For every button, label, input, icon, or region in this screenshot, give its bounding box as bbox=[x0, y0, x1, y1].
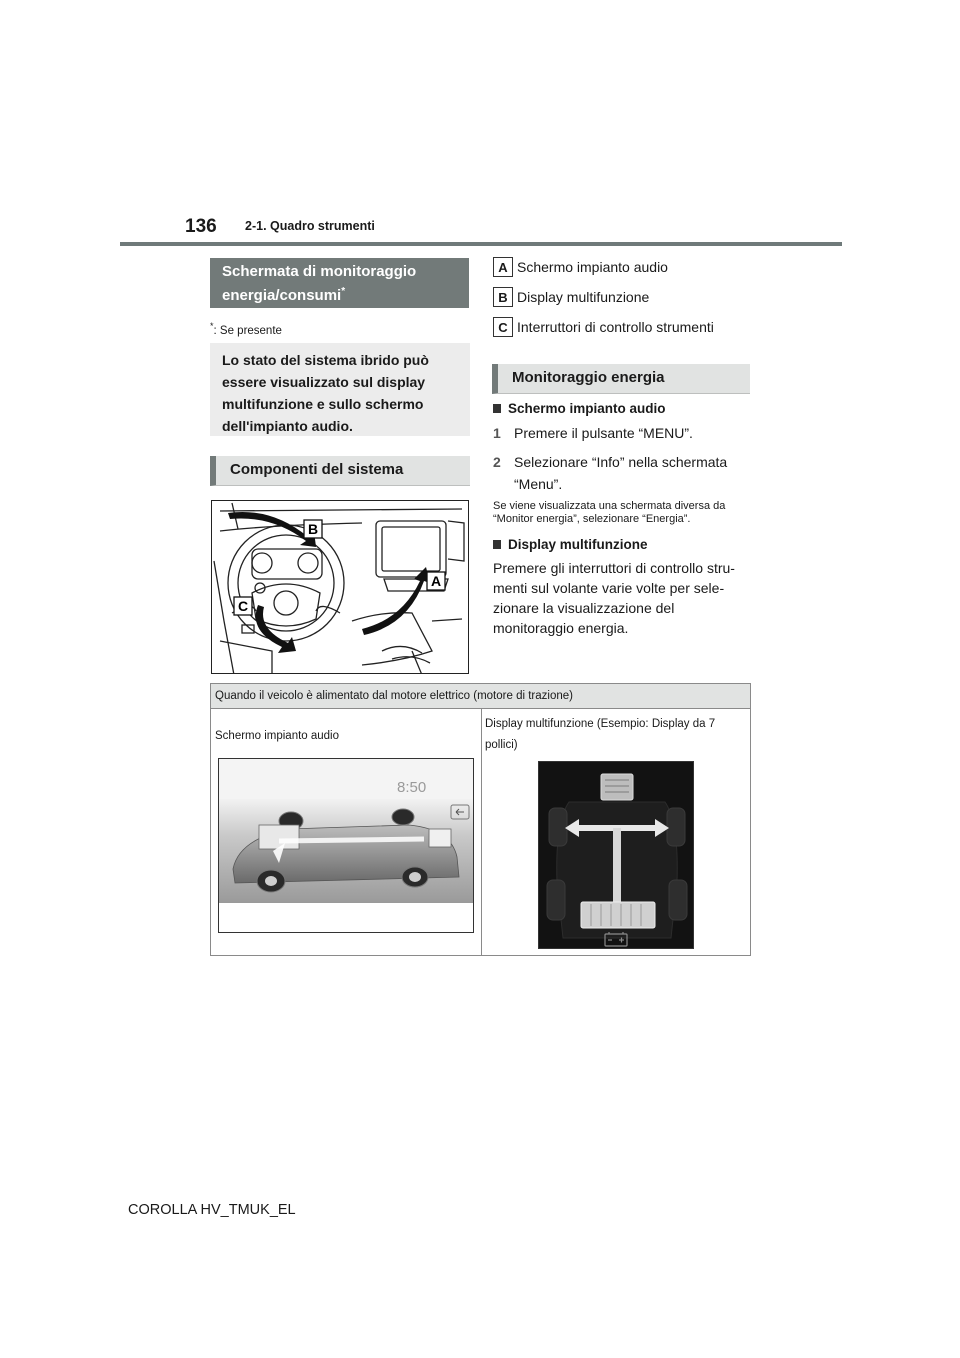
step-2-number: 2 bbox=[493, 454, 501, 470]
bullet-audio bbox=[493, 401, 666, 416]
label-c: C bbox=[237, 598, 249, 614]
multi-display-image bbox=[538, 761, 694, 949]
multi-display-paragraph: Premere gli interruttori di controllo stru-menti sul volante varie volte per sele-zionare la visualizzazione del monitoraggio energia. bbox=[493, 560, 735, 636]
dashboard-illustration bbox=[211, 500, 469, 674]
header-rule bbox=[120, 242, 842, 246]
table-divider bbox=[481, 709, 482, 955]
audio-screen-image bbox=[218, 758, 474, 933]
step-2 bbox=[493, 451, 753, 495]
table-left-label: Schermo impianto audio bbox=[215, 730, 340, 742]
audio-clock: 8:50 bbox=[397, 779, 427, 796]
bullet-square-icon bbox=[493, 540, 501, 549]
note-text: Se viene visualizzata una schermata diversa da “Monitor energia”, selezionare “Energia”. bbox=[493, 500, 726, 525]
step-1-text: Premere il pulsante “MENU”. bbox=[514, 425, 693, 441]
table-right-label: Display multifunzione (Esempio: Display da 7 pollici) bbox=[485, 718, 716, 751]
step-2-text-line2: “Menu”. bbox=[514, 476, 563, 492]
main-heading-text: Schermata di monitoraggio energia/consumi bbox=[222, 263, 417, 304]
bullet-square-icon bbox=[493, 404, 501, 413]
main-heading bbox=[210, 258, 469, 308]
monitor-heading: Monitoraggio energia bbox=[492, 364, 750, 394]
legend-text-b: Display multifunzione bbox=[517, 289, 650, 305]
dashboard-drawing bbox=[212, 501, 469, 674]
label-a: A bbox=[430, 573, 442, 589]
audio-screen-drawing bbox=[219, 759, 474, 933]
info-box: Lo stato del sistema ibrido può essere visualizzato sul display multifunzione e sullo schermo dell'impianto audio. bbox=[210, 343, 470, 436]
step-1-number: 1 bbox=[493, 425, 501, 441]
legend-text-a: Schermo impianto audio bbox=[517, 259, 668, 275]
bullet-audio-text: Schermo impianto audio bbox=[508, 401, 666, 416]
components-heading: Componenti del sistema bbox=[210, 456, 470, 486]
legend-badge-a: A bbox=[493, 257, 513, 277]
step-1 bbox=[493, 422, 693, 444]
page-number: 136 bbox=[185, 216, 217, 237]
footnote-mark: * bbox=[210, 321, 214, 331]
bullet-multi-text: Display multifunzione bbox=[508, 537, 648, 552]
multi-display-drawing bbox=[539, 762, 694, 949]
legend-row-b bbox=[493, 287, 649, 307]
section-title: 2-1. Quadro strumenti bbox=[245, 219, 375, 233]
footnote-text: : Se presente bbox=[213, 324, 282, 337]
label-b: B bbox=[307, 521, 319, 537]
legend-row-c bbox=[493, 317, 714, 337]
legend-badge-c: C bbox=[493, 317, 513, 337]
legend-text-c: Interruttori di controllo strumenti bbox=[517, 319, 714, 335]
table-header: Quando il veicolo è alimentato dal motore elettrico (motore di trazione) bbox=[211, 684, 750, 709]
main-heading-mark: * bbox=[341, 286, 346, 297]
footer-text: COROLLA HV_TMUK_EL bbox=[128, 1202, 296, 1218]
legend-row-a bbox=[493, 257, 668, 277]
energy-table bbox=[210, 683, 751, 956]
step-2-text-line1: Selezionare “Info” nella schermata bbox=[514, 454, 728, 470]
footnote bbox=[210, 321, 282, 337]
bullet-multi bbox=[493, 537, 648, 552]
legend-badge-b: B bbox=[493, 287, 513, 307]
